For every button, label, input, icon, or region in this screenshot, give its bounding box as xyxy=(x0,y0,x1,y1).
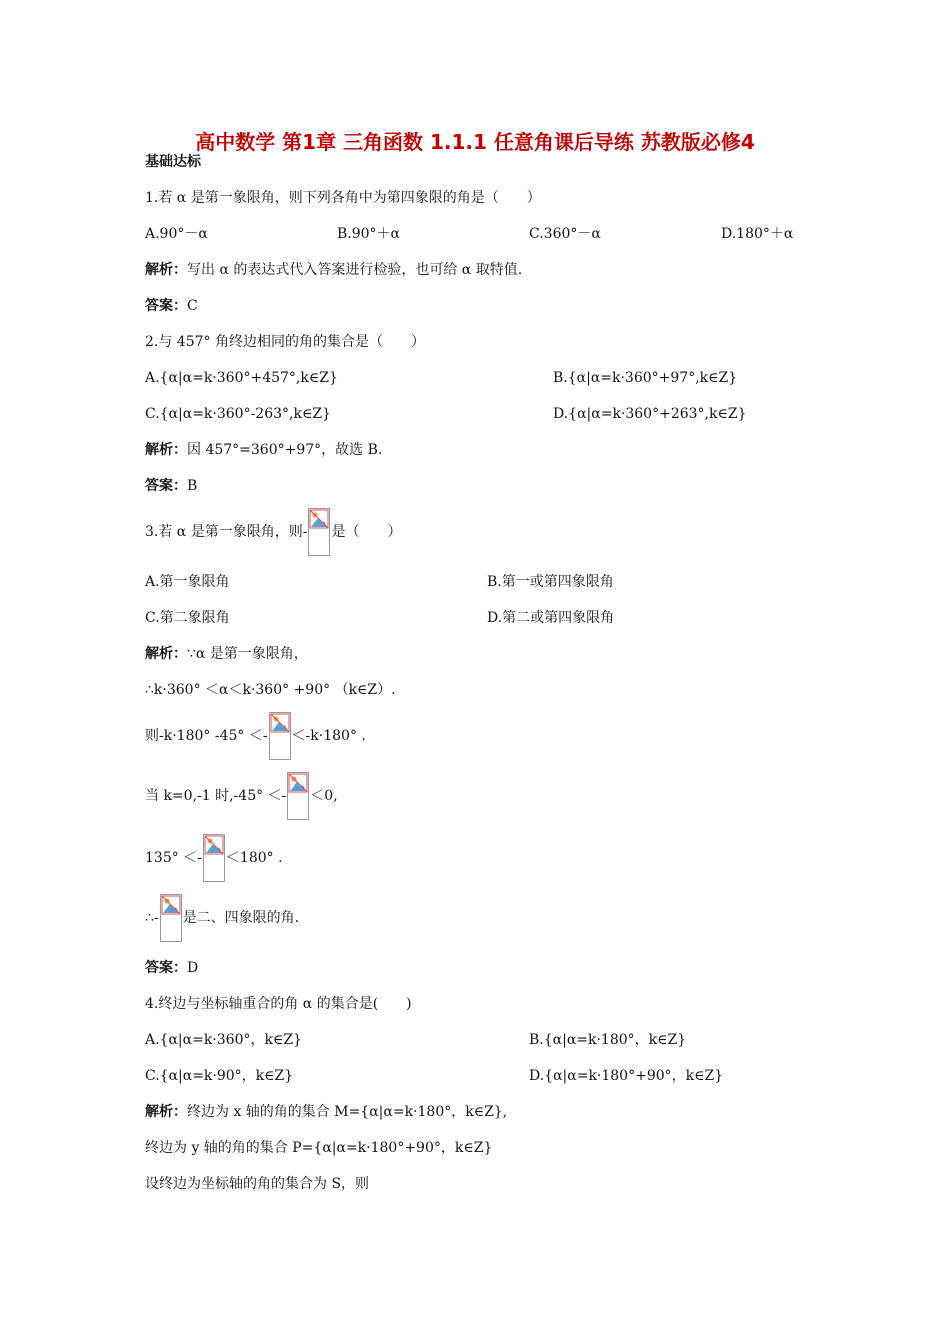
answer-label: 答案： xyxy=(145,960,187,976)
q3-analysis-5-part-1: 135° ＜- xyxy=(145,850,202,866)
analysis-label: 解析： xyxy=(145,1104,187,1120)
q3-stem-part-1: 3.若 α 是第一象限角，则- xyxy=(145,524,308,540)
fraction-image-icon xyxy=(160,894,182,942)
q1-analysis xyxy=(145,260,522,280)
fraction-image-icon xyxy=(203,834,225,882)
q3-option-b: B.第一或第四象限角 xyxy=(487,574,614,590)
q1-option-b: B.90°＋α xyxy=(337,226,401,242)
q3-analysis-line-5 xyxy=(145,834,283,882)
q4-analysis-line-3: 设终边为坐标轴的角的集合为 S，则 xyxy=(145,1176,370,1192)
q3-option-c: C.第二象限角 xyxy=(145,610,230,626)
q3-analysis-line-1 xyxy=(145,644,308,664)
q2-answer-value: B xyxy=(187,478,198,494)
q3-analysis-line-3 xyxy=(145,712,366,760)
section-heading: 基础达标 xyxy=(145,154,201,170)
q4-analysis-text-1: 终边为 x 轴的角的集合 M={α|α=k·180°，k∈Z}, xyxy=(187,1104,508,1120)
q3-analysis-6-part-2: 是二、四象限的角. xyxy=(182,910,300,926)
q2-analysis xyxy=(145,440,382,460)
fraction-image-icon xyxy=(269,712,291,760)
q2-answer xyxy=(145,476,197,496)
q3-stem-part-2: 是（ ） xyxy=(331,524,402,540)
q2-option-c: C.{α|α=k·360°-263°,k∈Z} xyxy=(145,406,331,422)
q2-analysis-text: 因 457°=360°+97°，故选 B. xyxy=(187,442,383,458)
q4-stem: 4.终边与坐标轴重合的角 α 的集合是( ) xyxy=(145,996,412,1012)
analysis-label: 解析： xyxy=(145,646,187,662)
q3-analysis-3-part-1: 则-k·180° -45° ＜- xyxy=(145,728,268,744)
q1-answer xyxy=(145,296,198,316)
q4-option-d: D.{α|α=k·180°+90°，k∈Z} xyxy=(529,1068,724,1084)
q3-analysis-line-4 xyxy=(145,772,338,820)
q3-analysis-4-part-1: 当 k=0,-1 时,-45° ＜- xyxy=(145,788,287,804)
q3-analysis-3-part-2: ＜-k·180° . xyxy=(291,728,366,744)
q3-analysis-line-6 xyxy=(145,894,299,942)
q3-option-a: A.第一象限角 xyxy=(145,574,230,590)
analysis-label: 解析： xyxy=(145,442,187,458)
q4-option-c: C.{α|α=k·90°，k∈Z} xyxy=(145,1068,294,1084)
q3-answer xyxy=(145,958,198,978)
q4-option-a: A.{α|α=k·360°，k∈Z} xyxy=(145,1032,302,1048)
q4-analysis-line-2: 终边为 y 轴的角的集合 P={α|α=k·180°+90°，k∈Z} xyxy=(145,1140,493,1156)
fraction-image-icon xyxy=(287,772,309,820)
q3-answer-value: D xyxy=(187,960,199,976)
q4-option-b: B.{α|α=k·180°，k∈Z} xyxy=(529,1032,687,1048)
q1-answer-value: C xyxy=(187,298,198,314)
q1-option-a: A.90°－α xyxy=(145,226,208,242)
q3-stem xyxy=(145,508,401,556)
analysis-label: 解析： xyxy=(145,262,187,278)
answer-label: 答案： xyxy=(145,478,187,494)
fraction-image-icon xyxy=(308,508,330,556)
q3-analysis-5-part-2: ＜180° . xyxy=(225,850,283,866)
q1-stem: 1.若 α 是第一象限角，则下列各角中为第四象限的角是（ ） xyxy=(145,190,541,206)
q2-option-b: B.{α|α=k·360°+97°,k∈Z} xyxy=(553,370,738,386)
q1-option-c: C.360°－α xyxy=(529,226,601,242)
q1-analysis-text: 写出 α 的表达式代入答案进行检验，也可给 α 取特值. xyxy=(187,262,523,278)
document-title: 高中数学 第1章 三角函数 1.1.1 任意角课后导练 苏教版必修4 xyxy=(195,130,755,154)
q3-analysis-4-part-2: ＜0, xyxy=(310,788,338,804)
q2-option-a: A.{α|α=k·360°+457°,k∈Z} xyxy=(145,370,338,386)
q3-option-d: D.第二或第四象限角 xyxy=(487,610,615,626)
q4-analysis-line-1 xyxy=(145,1102,507,1122)
q2-option-d: D.{α|α=k·360°+263°,k∈Z} xyxy=(553,406,747,422)
q3-analysis-line-2: ∴k·360° ＜α＜k·360° +90° （k∈Z）. xyxy=(145,682,396,698)
q1-option-d: D.180°＋α xyxy=(721,226,794,242)
q3-analysis-text-1: ∵α 是第一象限角， xyxy=(187,646,308,662)
answer-label: 答案： xyxy=(145,298,187,314)
q3-analysis-6-part-1: ∴- xyxy=(145,910,159,926)
q2-stem: 2.与 457° 角终边相同的角的集合是（ ） xyxy=(145,334,425,350)
